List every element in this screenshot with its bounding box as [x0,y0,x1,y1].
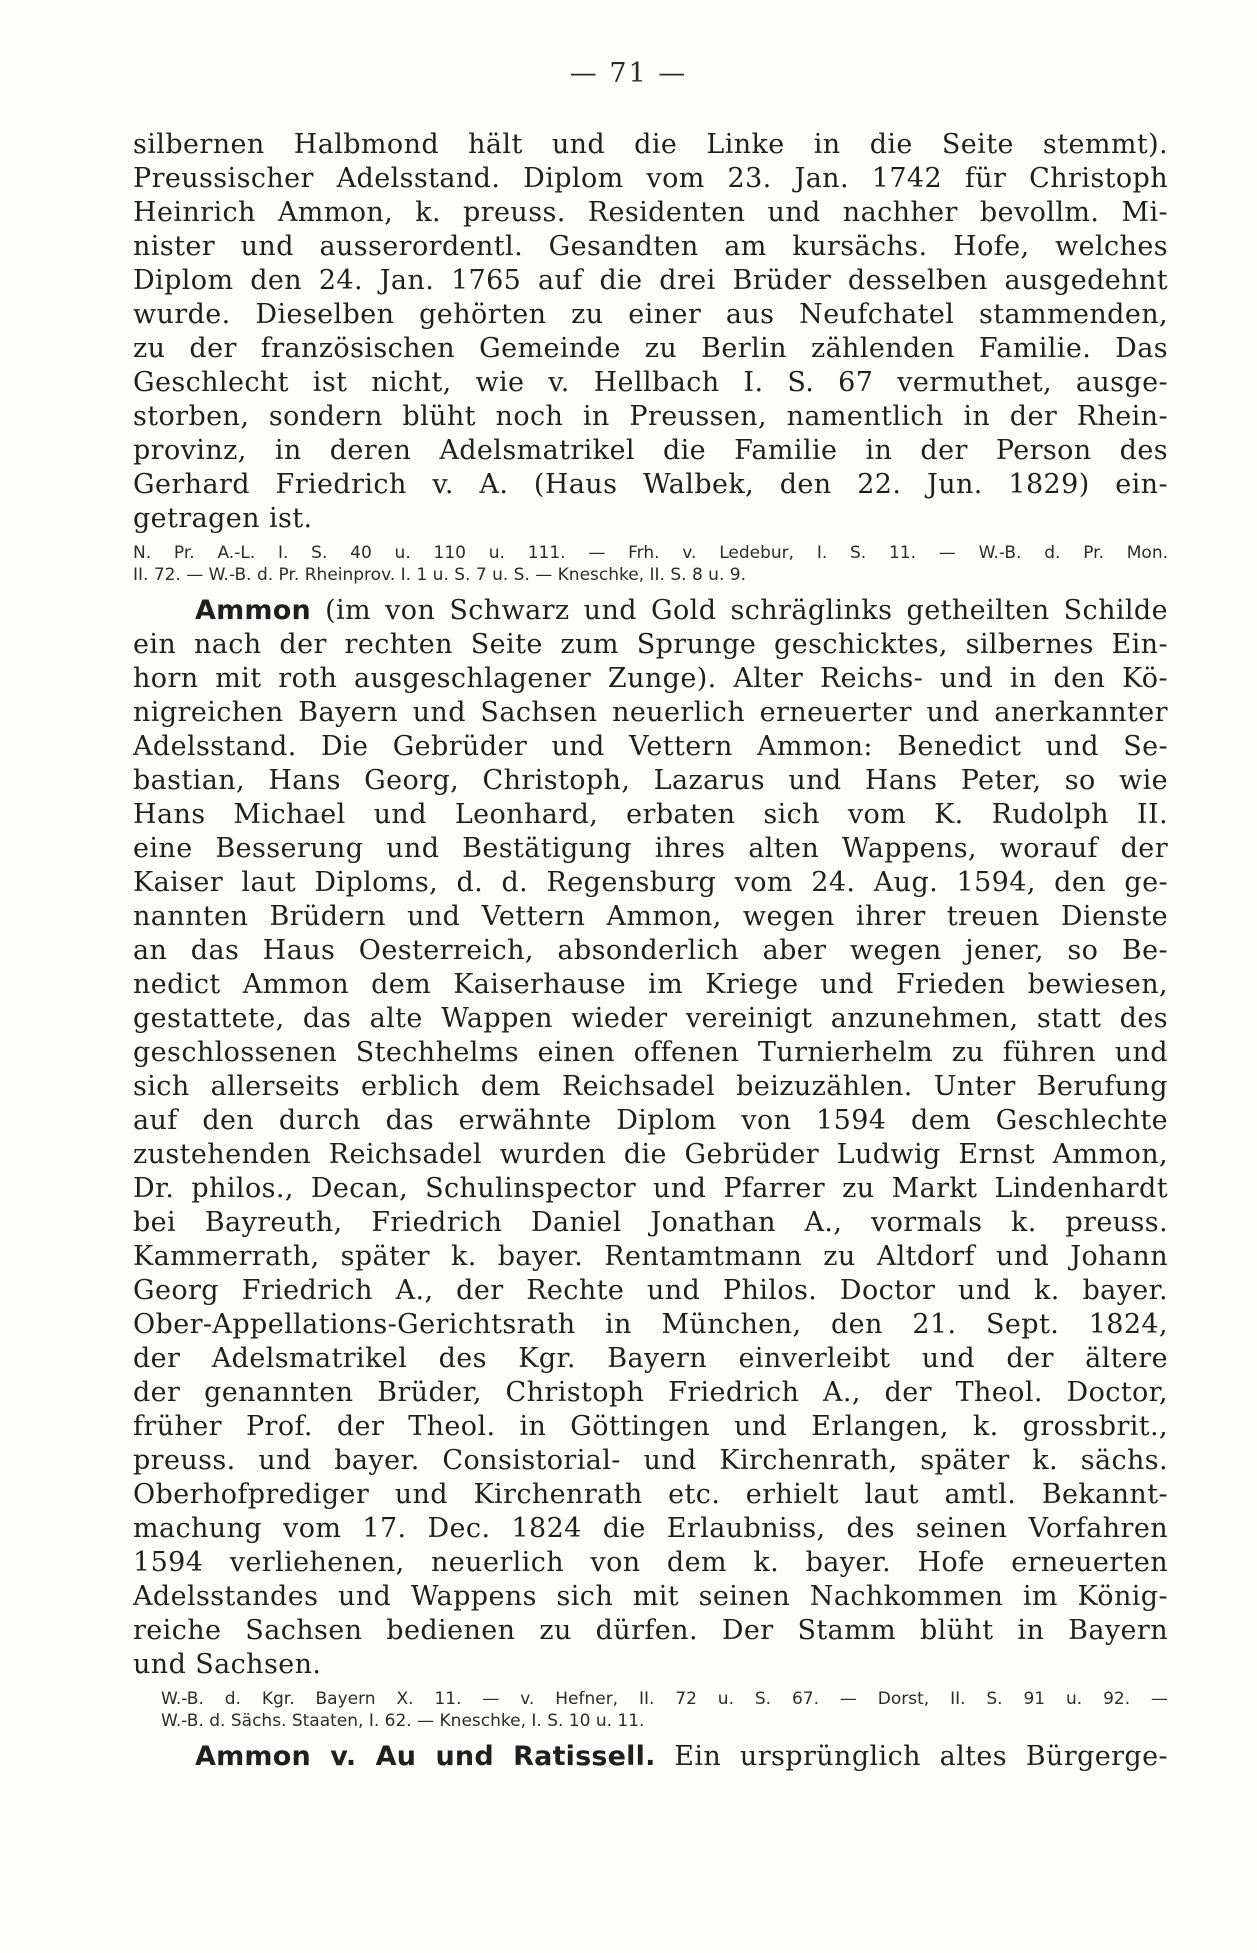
text-line: Hans Michael und Leonhard, erbaten sich vom K. Rudolph II. [133,799,1168,830]
text-line: preuss. und bayer. Consistorial- und Kirchenrath, später k. sächs. [133,1445,1168,1476]
entry-first-line-text: Ein ursprünglich altes Bürgerge- [674,1741,1168,1772]
reference-line: N. Pr. A.-L. I. S. 40 u. 110 u. 111. — Frh. v. Ledebur, I. S. 11. — W.-B. d. Pr. Mon. [133,543,1168,563]
text-line: Preussischer Adelsstand. Diplom vom 23. Jan. 1742 für Christoph [133,163,1168,194]
entry-heading: Ammon [195,595,311,626]
text-line: Kaiser laut Diploms, d. d. Regensburg vom 24. Aug. 1594, den ge- [133,867,1168,898]
text-line: der genannten Brüder, Christoph Friedrich A., der Theol. Doctor, [133,1377,1168,1408]
text-line: nannten Brüdern und Vettern Ammon, wegen ihrer treuen Dienste [133,901,1168,932]
text-line: geschlossenen Stechhelms einen offenen Turnierhelm zu führen und [133,1037,1168,1068]
text-line: silbernen Halbmond hält und die Linke in die Seite stemmt). [133,129,1168,160]
reference-note [133,542,1168,586]
text-line: früher Prof. der Theol. in Göttingen und Erlangen, k. grossbrit., [133,1411,1168,1442]
text-line: eine Besserung und Bestätigung ihres alten Wappens, worauf der [133,833,1168,864]
text-line: Georg Friedrich A., der Rechte und Philos. Doctor und k. bayer. [133,1275,1168,1306]
entry-first-line [133,594,1168,628]
text-line: Adelsstand. Die Gebrüder und Vettern Ammon: Benedict und Se- [133,731,1168,762]
text-line: Geschlecht ist nicht, wie v. Hellbach I. S. 67 vermuthet, ausge- [133,367,1168,398]
text-line: an das Haus Oesterreich, absonderlich aber wegen jener, so Be- [133,935,1168,966]
text-line: Diplom den 24. Jan. 1765 auf die drei Brüder desselben ausgedehnt [133,265,1168,296]
text-line: Kammerrath, später k. bayer. Rentamtmann zu Altdorf und Johann [133,1241,1168,1272]
text-line: Gerhard Friedrich v. A. (Haus Walbek, den 22. Jun. 1829) ein- [133,469,1168,500]
reference-line: W.-B. d. Kgr. Bayern X. 11. — v. Hefner, II. 72 u. S. 67. — Dorst, II. S. 91 u. 92. — [161,1689,1168,1709]
text-line: Ober-Appellations-Gerichtsrath in München, den 21. Sept. 1824, [133,1309,1168,1340]
text-column [133,128,1168,1774]
text-line: Adelsstandes und Wappens sich mit seinen Nachkommen im König- [133,1581,1168,1612]
text-line: reiche Sachsen bedienen zu dürfen. Der Stamm blüht in Bayern [133,1615,1168,1646]
page-number: — 71 — [569,58,688,89]
text-line: nigreichen Bayern und Sachsen neuerlich erneuerter und anerkannter [133,697,1168,728]
text-line: getragen ist. [133,503,313,534]
text-line: auf den durch das erwähnte Diplom von 1594 dem Geschlechte [133,1105,1168,1136]
text-line: horn mit roth ausgeschlagener Zunge). Alter Reichs- und in den Kö- [133,663,1168,694]
text-line: zustehenden Reichsadel wurden die Gebrüder Ludwig Ernst Ammon, [133,1139,1168,1170]
entry-first-line [133,1740,1168,1774]
text-line: storben, sondern blüht noch in Preussen, namentlich in der Rhein- [133,401,1168,432]
text-line: der Adelsmatrikel des Kgr. Bayern einverleibt und der ältere [133,1343,1168,1374]
text-line: 1594 verliehenen, neuerlich von dem k. bayer. Hofe erneuerten [133,1547,1168,1578]
entry-continuation [133,128,1168,536]
text-line: nister und ausserordentl. Gesandten am kursächs. Hofe, welches [133,231,1168,262]
reference-line: II. 72. — W.-B. d. Pr. Rheinprov. I. 1 u. S. 7 u. S. — Kneschke, II. S. 8 u. 9. [133,565,746,585]
text-line: zu der französischen Gemeinde zu Berlin zählenden Familie. Das [133,333,1168,364]
entry-heading: Ammon v. Au und Ratissell. [195,1741,656,1772]
reference-note [133,1688,1168,1732]
text-line: nedict Ammon dem Kaiserhause im Kriege und Frieden bewiesen, [133,969,1168,1000]
text-line: machung vom 17. Dec. 1824 die Erlaubniss, des seinen Vorfahren [133,1513,1168,1544]
text-line: bastian, Hans Georg, Christoph, Lazarus und Hans Peter, so wie [133,765,1168,796]
text-line: provinz, in deren Adelsmatrikel die Familie in der Person des [133,435,1168,466]
reference-line: W.-B. d. Sächs. Staaten, I. 62. — Kneschke, I. S. 10 u. 11. [161,1711,645,1731]
text-line: wurde. Dieselben gehörten zu einer aus Neufchatel stammenden, [133,299,1168,330]
text-line: gestattete, das alte Wappen wieder vereinigt anzunehmen, statt des [133,1003,1168,1034]
text-line: Dr. philos., Decan, Schulinspector und Pfarrer zu Markt Lindenhardt [133,1173,1168,1204]
text-line: bei Bayreuth, Friedrich Daniel Jonathan A., vormals k. preuss. [133,1207,1168,1238]
entry-first-line-text: (im von Schwarz und Gold schräglinks getheilten Schilde [325,595,1168,626]
entry-ammon [133,594,1168,1682]
text-line: ein nach der rechten Seite zum Sprunge geschicktes, silbernes Ein- [133,629,1168,660]
text-line: sich allerseits erblich dem Reichsadel beizuzählen. Unter Berufung [133,1071,1168,1102]
text-line: Heinrich Ammon, k. preuss. Residenten und nachher bevollm. Mi- [133,197,1168,228]
entry-ammon-v-au [133,1740,1168,1774]
text-line: und Sachsen. [133,1649,322,1680]
text-line: Oberhofprediger und Kirchenrath etc. erhielt laut amtl. Bekannt- [133,1479,1168,1510]
